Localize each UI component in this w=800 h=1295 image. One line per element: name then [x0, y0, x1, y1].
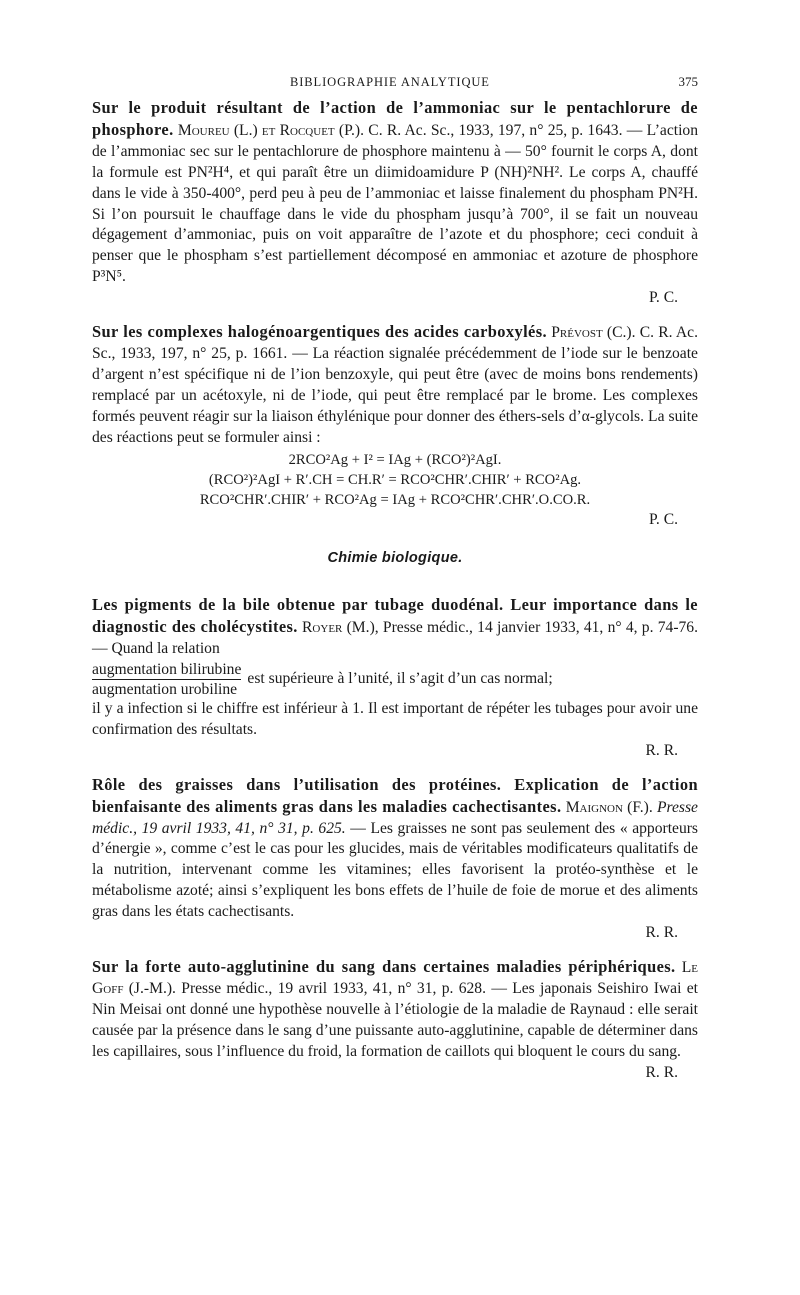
entry-title: Sur le produit résultant de l’action de l’ammoniac sur le pentachlorure de phosphore.	[92, 98, 698, 139]
entry-signature: P. C.	[648, 510, 678, 528]
entry-body: — L’action de l’ammoniac sec sur le pentachlorure de phosphore maintenu à — 50° fournit le corps A, dont la formule est PN²H⁴, et qui paraît être un diimidoamidure P (NH)²NH². Le corps A, chauffé dans le vide à 350-400°, perd peu à peu de l’ammoniac et laisse finalement du phospham PN²H. Si l’on poursuit le chauffage dans le vide du phospham jusqu’à 700°, il se fait un nouveau dégagement d’ammoniac, puis on voit apparaître de l’azote et du phosphore; ceci conduit à penser que le phospham s’est partiellement décomposé en ammoniac et azoture de phosphore P³N⁵.	[92, 121, 699, 286]
section-heading: Chimie biologique.	[327, 550, 463, 567]
entry-auto-agglutinine	[92, 957, 698, 1083]
entry-title: Sur les complexes halogénoargentiques des acides carboxylés.	[92, 322, 547, 342]
entry-signature: R. R.	[645, 1063, 678, 1081]
entry-body: — La réaction signalée précédemment de l’iode sur le benzoate d’argent n’est spécifique ni de l’ion benzoxyle, qui peut être (avec de moins bons rendements) remplacé par un acétoxyle, ni de l’iode, qui peut être remplacé par le brome. Les complexes formés peuvent réagir sur la liaison éthylénique pour donner des éthers-sels d’α-glycols. La suite des réactions peut se formuler ainsi :	[92, 344, 698, 446]
fraction-text: est supérieure à l’unité, il s’agit d’un cas normal;	[247, 670, 553, 688]
entry-complexes	[92, 322, 698, 530]
entry-body: il y a infection si le chiffre est inférieur à 1. Il est important de répéter les tubages pour avoir une confirmation des résultats.	[92, 700, 698, 738]
entry-signature: P. C.	[648, 289, 678, 307]
entry-citation: C. R. Ac. Sc., 1933, 197, n° 25, p. 1643.	[368, 121, 623, 139]
formula-line: (RCO²)²AgI + R′.CH = CH.R′ = RCO²CHR′.CHIR′ + RCO²Ag.	[208, 471, 582, 488]
running-title: BIBLIOGRAPHIE ANALYTIQUE	[290, 75, 490, 89]
entry-citation: Presse médic., 19 avril 1933, 41, n° 31, p. 628.	[181, 979, 486, 997]
page-number: 375	[678, 74, 698, 89]
entry-authors: Le Goff (J.-M.).	[92, 959, 698, 997]
entry-authors: Moureu (L.) et Rocquet (P.).	[177, 121, 365, 139]
entry-graisses	[92, 775, 698, 944]
entry-citation: C. R. Ac. Sc., 1933, 197, n° 25, p. 1661.	[92, 324, 699, 362]
ratio-line	[92, 660, 698, 699]
formula-line: RCO²CHR′.CHIR′ + RCO²Ag = IAg + RCO²CHR′.CHR′.O.CO.R.	[199, 491, 591, 508]
entry-authors: Royer (M.),	[302, 619, 379, 637]
entry-intro: — Quand la relation	[92, 640, 220, 658]
entry-citation: Presse médic., 14 janvier 1933, 41, n° 4, p. 74-76.	[382, 619, 699, 637]
reaction-formulas	[92, 450, 698, 510]
entry-authors: Prévost (C.).	[551, 324, 636, 342]
entry-title: Sur la forte auto-agglutinine du sang dans certaines maladies périphériques.	[92, 957, 676, 976]
entry-title: Les pigments de la bile obtenue par tubage duodénal. Leur importance dans le diagnostic des cholécystites.	[92, 595, 698, 637]
entry-title: Rôle des graisses dans l’utilisation des protéines. Explication de l’action bienfaisante des aliments gras dans les maladies cachectisantes.	[92, 774, 698, 816]
entry-body: — Les japonais Seishiro Iwai et Nin Meisai ont donné une hypothèse nouvelle à l’étiologie de la maladie de Raynaud : elle serait causée par la présence dans le sang d’une puissante auto-agglutinine, capable de déterminer dans les capillaires, sous l’influence du froid, la formation de caillots qui bloquent le cours du sang.	[92, 979, 698, 1060]
fraction-denominator: augmentation urobiline	[92, 681, 238, 699]
formula-line: 2RCO²Ag + I² = IAg + (RCO²)²AgI.	[288, 451, 502, 468]
running-header	[92, 72, 698, 98]
document-page	[92, 72, 698, 1096]
entry-signature: R. R.	[645, 924, 678, 942]
ratio-fraction	[92, 660, 241, 699]
fraction-numerator: augmentation bilirubine	[92, 661, 242, 679]
entry-signature: R. R.	[645, 741, 678, 759]
entry-ammoniac	[92, 98, 698, 309]
entry-pigments-bile	[92, 595, 698, 761]
entry-authors: Maignon (F.).	[565, 798, 653, 816]
entry-citation: Presse médic., 19 avril 1933, 41, n° 31, p. 625.	[92, 798, 698, 837]
entry-body: — Les graisses ne sont pas seulement des « apporteurs d’énergie », comme c’est le cas pour les glucides, mais de véritables modificateurs qualitatifs de la nutrition, intervenant comme les vitamines; elles favorisent la protéo-synthèse et le métabolisme azoté; ainsi s’expliquent les bons effets de l’huile de foie de morue et des aliments gras dans les états cachectisants.	[92, 819, 699, 921]
